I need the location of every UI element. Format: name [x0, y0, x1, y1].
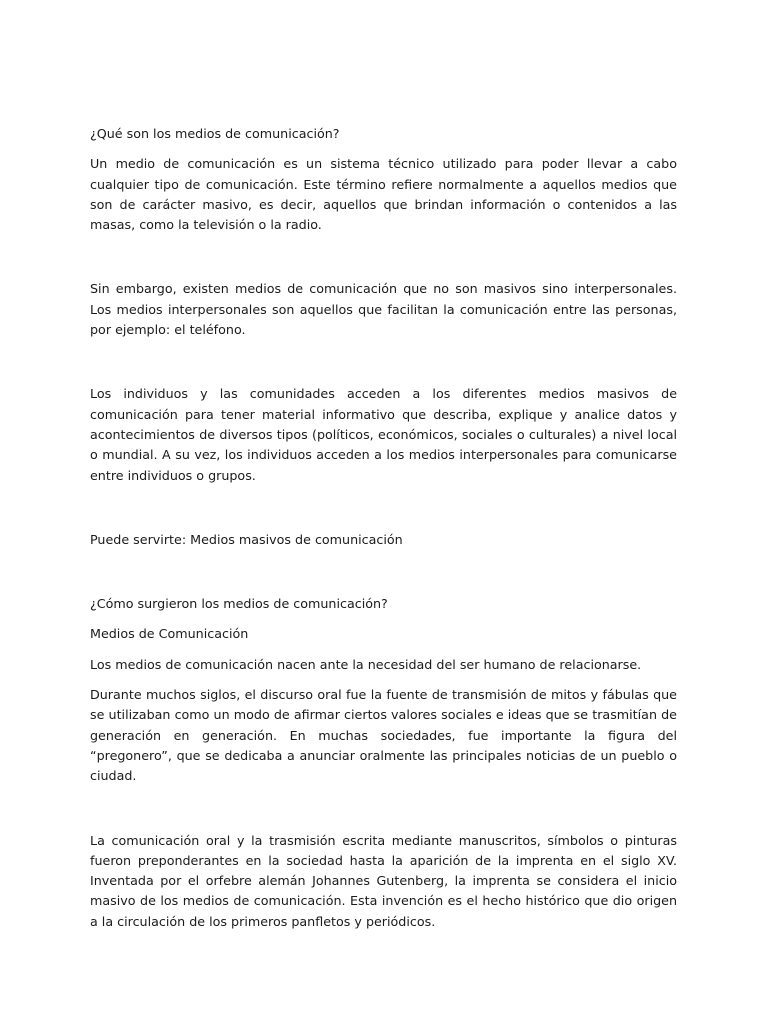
paragraph-origin: Los medios de comunicación nacen ante la necesidad del ser humano de relacionarse.	[90, 656, 642, 672]
paragraph-interpersonal: Sin embargo, existen medios de comunicación que no son masivos sino interpersonales. Los medios interpersonales son aquellos que facilitan la comunicación entre las personas, por ejemplo: el teléfono.	[90, 281, 677, 338]
paragraph-access: Los individuos y las comunidades acceden a los diferentes medios masivos de comunicación para tener material informativo que describa, explique y analice datos y acontecimientos de diversos tipos (políticos, económicos, sociales o culturales) a nivel local o mundial. A su vez, los individuos acceden a los medios interpersonales para comunicarse entre individuos o grupos.	[90, 386, 677, 483]
section-heading-que-son: ¿Qué son los medios de comunicación?	[90, 126, 340, 141]
document-body	[90, 124, 677, 942]
paragraph-oral-discourse: Durante muchos siglos, el discurso oral fue la fuente de transmisión de mitos y fábulas que se utilizaban como un modo de afirmar ciertos valores sociales e ideas que se trasmitían de generación en generación. En muchas sociedades, fue importante la figura del “pregonero”, que se dedicaba a anunciar oralmente las principales noticias de un pueblo o ciudad.	[90, 687, 677, 784]
paragraph-definition: Un medio de comunicación es un sistema técnico utilizado para poder llevar a cabo cualquier tipo de comunicación. Este término refiere normalmente a aquellos medios que son de carácter masivo, es decir, aquellos que brindan información o contenidos a las masas, como la televisión o la radio.	[90, 156, 677, 233]
section-subheading: Medios de Comunicación	[90, 626, 249, 642]
paragraph-printing-press: La comunicación oral y la trasmisión escrita mediante manuscritos, símbolos o pinturas fueron preponderantes en la sociedad hasta la aparición de la imprenta en el siglo XV. Inventada por el orfebre alemán Johannes Gutenberg, la imprenta se considera el inicio masivo de los medios de comunicación. Esta invención es el hecho histórico que dio origen a la circulación de los primeros panfletos y periódicos.	[90, 832, 677, 929]
related-link-text: Puede servirte: Medios masivos de comunicación	[90, 531, 403, 547]
section-heading-como-surgieron: ¿Cómo surgieron los medios de comunicación?	[90, 596, 388, 612]
